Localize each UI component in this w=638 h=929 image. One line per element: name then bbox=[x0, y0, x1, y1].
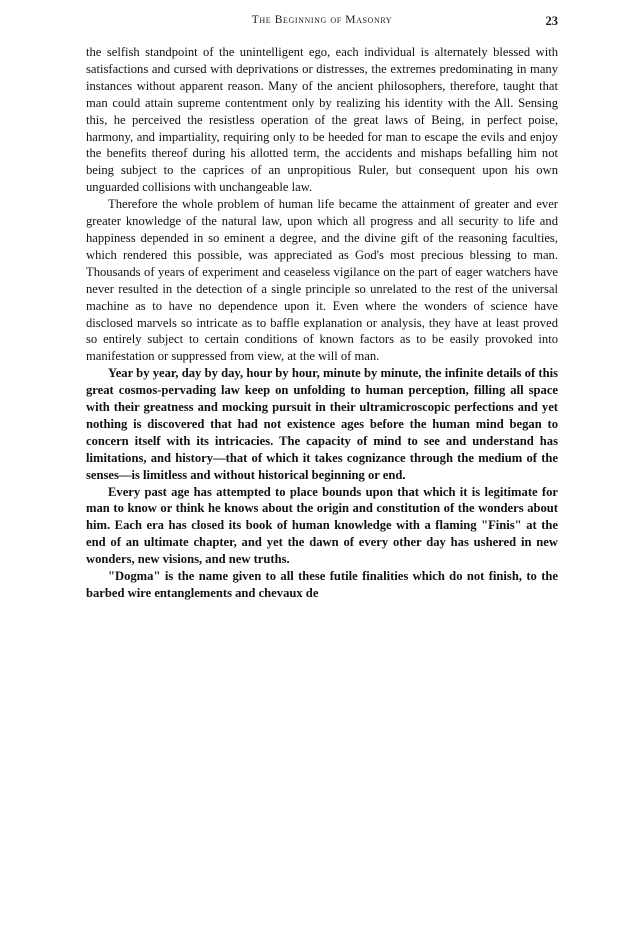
paragraph-4: Every past age has attempted to place bounds upon that which it is legitimate for man to know or think he knows about the origin and constitution of the wonders about him. Each era has closed its book of human knowledge with a flaming "Finis" at the end of an ultimate chapter, and yet the dawn of every other day has ushered in new wonders, new visions, and new truths. bbox=[86, 484, 558, 567]
page-number: 23 bbox=[545, 14, 558, 28]
running-head: The Beginning of Masonry bbox=[251, 14, 393, 26]
paragraph-5: "Dogma" is the name given to all these futile finalities which do not finish, to the barbed wire entanglements and chevaux de bbox=[86, 569, 558, 600]
paragraph-2: Therefore the whole problem of human life became the attainment of greater and ever greater knowledge of the natural law, upon which all progress and all security to life and happiness depended in so eminent a degree, and the divine gift of the reasoning faculties, which rendered this possible, was appreciated as God's most precious blessing to man. Thousands of years of experiment and ceaseless vigilance on the part of eager watchers have never resulted in the detection of a single principle so unrelated to the rest of the universal machine as to have no dependence upon it. Even where the wonders of science have disclosed marvels so intricate as to baffle explanation or analysis, they have at least proved so entirely subject to certain conditions of known factors as to be easily provoked into manifestation or suppressed from view, at the will of man. bbox=[86, 197, 558, 364]
paragraph-3: Year by year, day by day, hour by hour, minute by minute, the infinite details of this great cosmos-pervading law keep on unfolding to human perception, filling all space with their greatness and mocking pursuit in their ultramicroscopic perfections and yet nothing is discovered that had not existence ages before the human mind began to concern itself with its intricacies. The capacity of mind to see and understand has limitations, and history—that of which it takes cognizance through the medium of the senses—is limitless and without historical beginning or end. bbox=[86, 366, 558, 482]
body-text bbox=[86, 44, 558, 602]
paragraph-1: the selfish standpoint of the unintelligent ego, each individual is alternately blessed with satisfactions and cursed with deprivations or distresses, the extremes predominating in many instances without apparent reason. Many of the ancient philosophers, therefore, taught that man could attain supreme contentment only by realizing his identity with the All. Sensing this, he perceived the resistless operation of the great laws of Being, in perfect poise, harmony, and impartiality, requiring only to be heeded for man to escape the evils and enjoy the benefits thereof during his allotted term, the accidents and mishaps befalling him not being subject to the caprices of an unpropitious Ruler, but consequent upon his own unguarded collisions with unchangeable law. bbox=[86, 45, 558, 195]
page-header bbox=[86, 14, 558, 34]
